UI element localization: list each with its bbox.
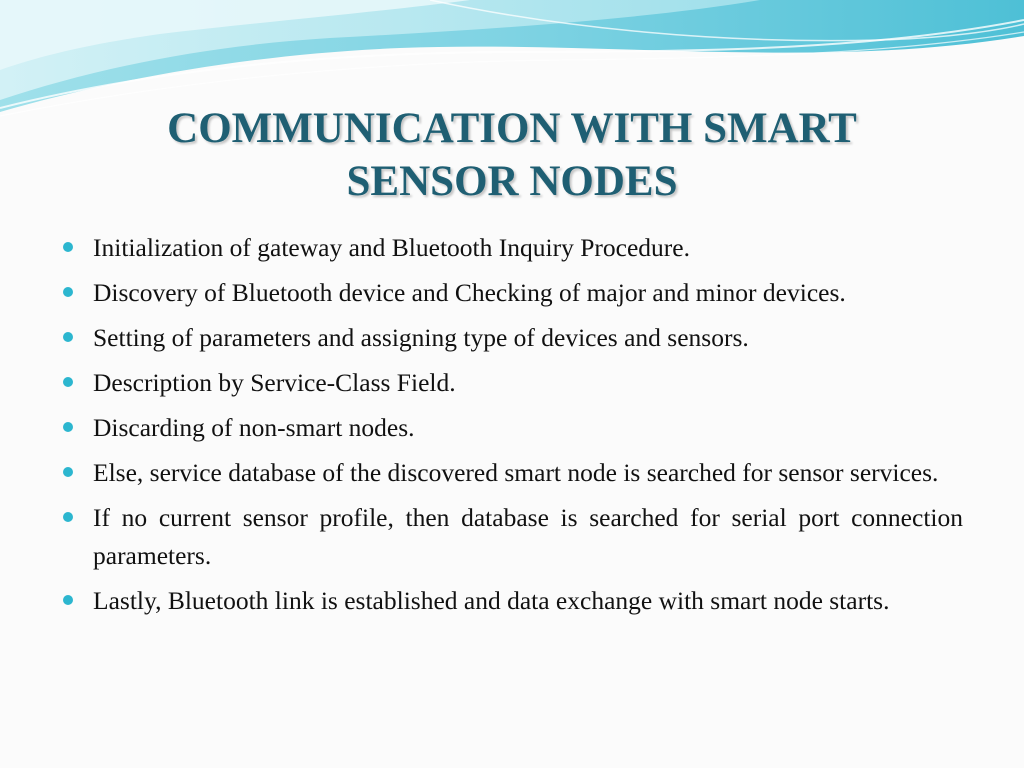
bullet-text: Else, service database of the discovered smart node is searched for sensor services.: [93, 458, 939, 487]
list-item: [60, 229, 963, 267]
bullet-dot-icon: [63, 422, 73, 432]
list-item: [60, 364, 963, 402]
bullet-dot-icon: [63, 377, 73, 387]
list-item: [60, 582, 963, 620]
bullet-dot-icon: [63, 332, 73, 342]
bullet-text: If no current sensor profile, then database is searched for serial port connection parameters.: [93, 503, 963, 570]
list-item: [60, 454, 963, 492]
bullet-text: Setting of parameters and assigning type of devices and sensors.: [93, 323, 749, 352]
bullet-dot-icon: [63, 512, 73, 522]
bullet-dot-icon: [63, 467, 73, 477]
bullet-dot-icon: [63, 595, 73, 605]
list-item: [60, 319, 963, 357]
title-line-2: SENSOR NODES: [346, 158, 678, 205]
title-line-1: COMMUNICATION WITH SMART: [167, 105, 857, 152]
bullet-dot-icon: [63, 242, 73, 252]
page-title: [62, 102, 962, 208]
bullet-list: [60, 229, 963, 627]
bullet-dot-icon: [63, 287, 73, 297]
list-item: [60, 499, 963, 575]
bullet-text: Initialization of gateway and Bluetooth Inquiry Procedure.: [93, 233, 690, 262]
bullet-text: Description by Service-Class Field.: [93, 368, 456, 397]
bullet-text: Discovery of Bluetooth device and Checking of major and minor devices.: [93, 278, 846, 307]
bullet-text: Discarding of non-smart nodes.: [93, 413, 415, 442]
list-item: [60, 409, 963, 447]
list-item: [60, 274, 963, 312]
bullet-text: Lastly, Bluetooth link is established and data exchange with smart node starts.: [93, 586, 890, 615]
